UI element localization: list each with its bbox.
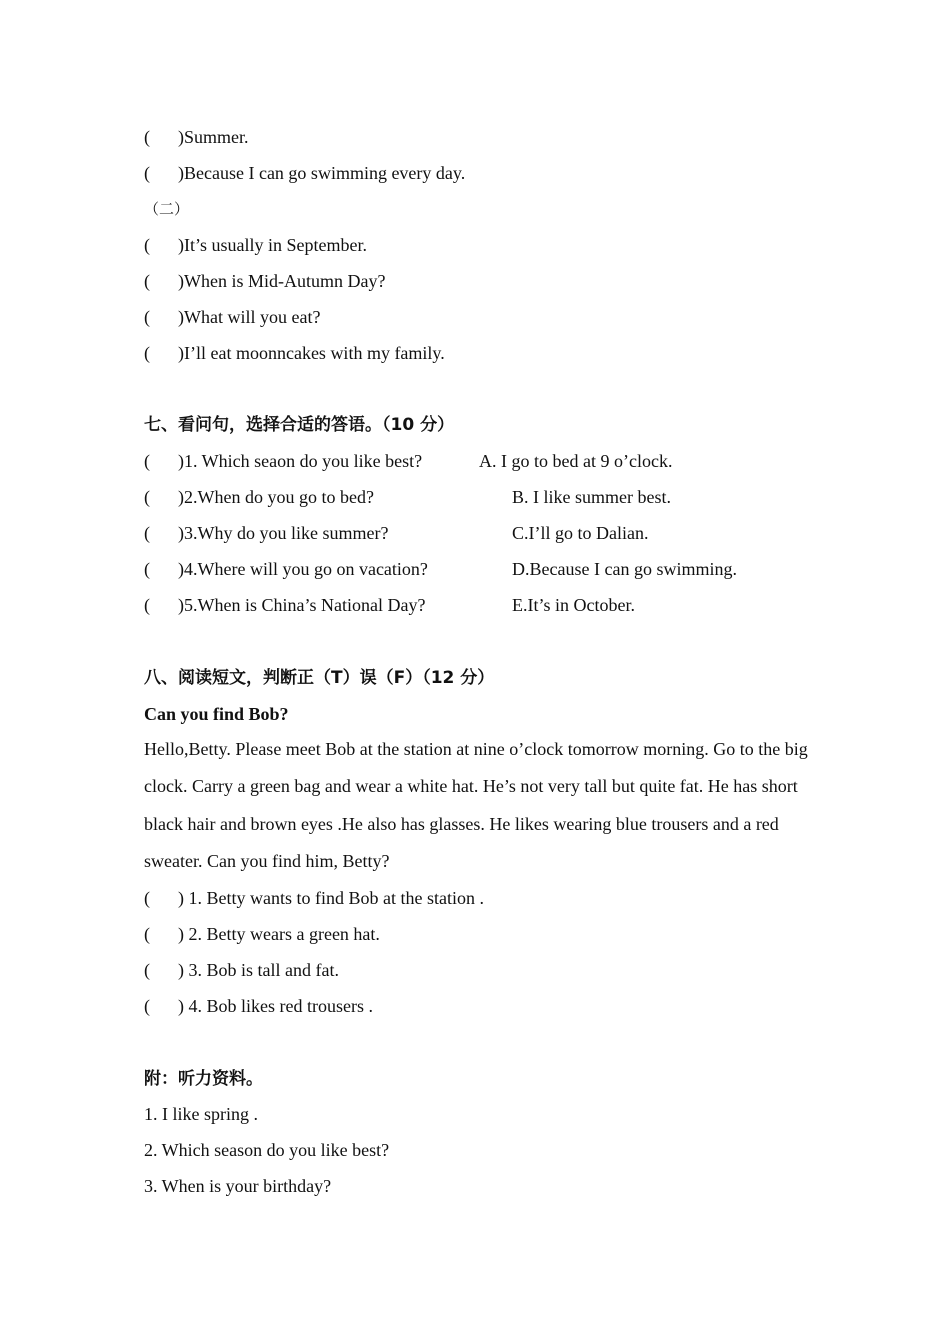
answer-option: A. I go to bed at 9 o’clock. <box>479 451 673 471</box>
answer-bracket: ( <box>144 451 150 471</box>
transcript-line: 2. Which season do you like best? <box>144 1140 390 1160</box>
answer-bracket: ( <box>144 487 150 507</box>
answer-text: )Because I can go swimming every day. <box>178 163 466 183</box>
answer-line <box>144 305 320 329</box>
question-row <box>144 557 428 581</box>
answer-line <box>144 269 385 293</box>
question-text: )2.When do you go to bed? <box>178 487 374 507</box>
answer-bracket: ( <box>144 235 150 255</box>
section-heading-8: 八、阅读短文，判断正（T）误（F）（12 分） <box>144 668 495 688</box>
answer-bracket: ( <box>144 888 150 908</box>
answer-line <box>144 125 249 149</box>
answer-text: )It’s usually in September. <box>178 235 367 255</box>
answer-bracket: ( <box>144 924 150 944</box>
answer-bracket: ( <box>144 996 150 1016</box>
true-false-item <box>144 886 484 910</box>
transcript-line: 1. I like spring . <box>144 1104 258 1124</box>
answer-text: )When is Mid-Autumn Day? <box>178 271 386 291</box>
answer-bracket: ( <box>144 271 150 291</box>
statement-text: ) 2. Betty wears a green hat. <box>178 924 380 944</box>
subsection-label: （二） <box>144 200 190 218</box>
question-text: )5.When is China’s National Day? <box>178 595 426 615</box>
question-row <box>144 593 425 617</box>
answer-bracket: ( <box>144 595 150 615</box>
answer-bracket: ( <box>144 960 150 980</box>
answer-option: C.I’ll go to Dalian. <box>512 523 649 543</box>
passage-title: Can you find Bob? <box>144 704 289 724</box>
true-false-item <box>144 994 373 1018</box>
question-text: )3.Why do you like summer? <box>178 523 389 543</box>
answer-line <box>144 161 465 185</box>
section-heading-7: 七、看问句，选择合适的答语。（10 分） <box>144 415 455 435</box>
answer-bracket: ( <box>144 307 150 327</box>
answer-bracket: ( <box>144 127 150 147</box>
answer-text: )Summer. <box>178 127 249 147</box>
answer-bracket: ( <box>144 163 150 183</box>
answer-bracket: ( <box>144 523 150 543</box>
answer-option: E.It’s in October. <box>512 595 635 615</box>
question-text: )1. Which seaon do you like best? <box>178 451 423 471</box>
question-row <box>144 485 374 509</box>
statement-text: ) 4. Bob likes red trousers . <box>178 996 373 1016</box>
question-text: )4.Where will you go on vacation? <box>178 559 428 579</box>
statement-text: ) 3. Bob is tall and fat. <box>178 960 339 980</box>
appendix-heading: 附：听力资料。 <box>144 1069 263 1089</box>
true-false-item <box>144 958 339 982</box>
answer-line <box>144 233 367 257</box>
reading-passage: Hello,Betty. Please meet Bob at the station at nine o’clock tomorrow morning. Go to the big clock. Carry a green bag and wear a white hat. He’s not very tall but quite fat. He has short black hair and brown eyes .He also has glasses. He likes wearing blue trousers and a red sweater. Can you find him, Betty? <box>144 739 808 871</box>
true-false-item <box>144 922 380 946</box>
answer-bracket: ( <box>144 343 150 363</box>
answer-text: )What will you eat? <box>178 307 321 327</box>
question-row <box>144 521 388 545</box>
answer-text: )I’ll eat moonncakes with my family. <box>178 343 445 363</box>
statement-text: ) 1. Betty wants to find Bob at the station . <box>178 888 484 908</box>
answer-line <box>144 341 445 365</box>
answer-bracket: ( <box>144 559 150 579</box>
answer-option: B. I like summer best. <box>512 487 671 507</box>
question-row <box>144 449 422 473</box>
transcript-line: 3. When is your birthday? <box>144 1176 332 1196</box>
answer-option: D.Because I can go swimming. <box>512 559 737 579</box>
